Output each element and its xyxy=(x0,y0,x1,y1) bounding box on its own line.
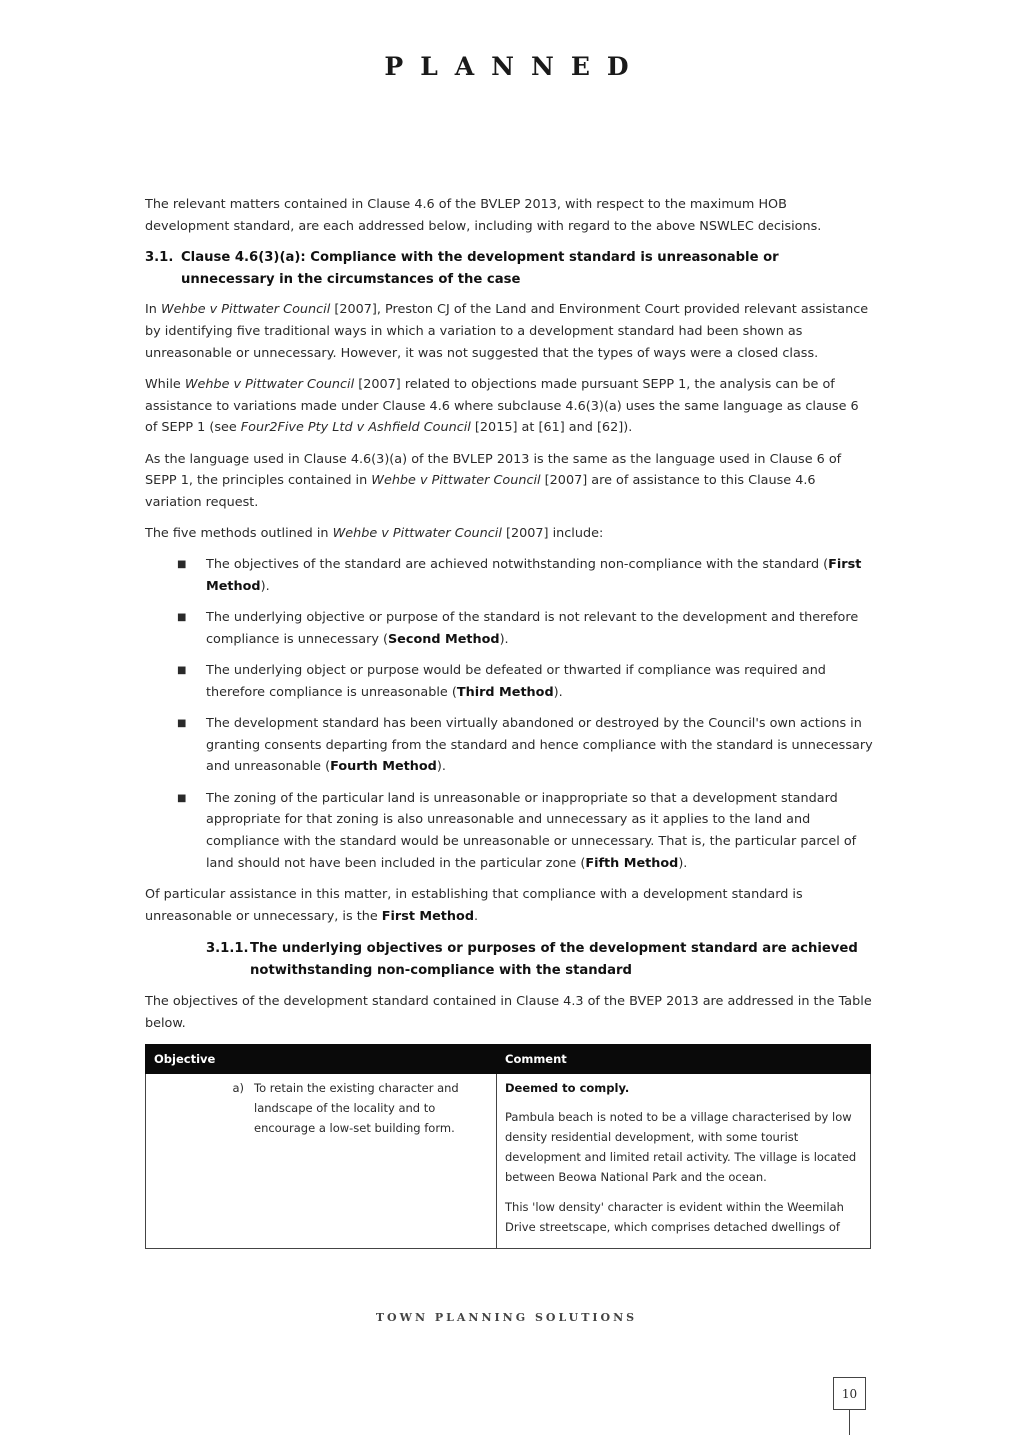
bullet-icon: ■ xyxy=(177,792,187,804)
subsection-heading xyxy=(206,938,875,981)
case-name: Wehbe v Pittwater Council xyxy=(332,526,502,542)
methods-list xyxy=(145,554,875,874)
paragraph-sepp: While Wehbe v Pittwater Council [2007] related to objections made pursuant SEPP 1, the analysis can be of assistance to variations made under Clause 4.6 where subclause 4.6(3)(a) uses the same language as clause 6 of SEPP 1 (see Four2Five Pty Ltd v Ashfield Council [2015] at [61] and [62]). xyxy=(145,376,859,436)
objective-cell xyxy=(146,1073,497,1249)
paragraph-methods-intro: The five methods outlined in Wehbe v Pittwater Council [2007] include: xyxy=(145,526,604,542)
subsection-number: 3.1.1. xyxy=(206,941,249,957)
list-item: ■ The underlying object or purpose would be defeated or thwarted if compliance was required and therefore compliance is unreasonable (Third Method). xyxy=(145,660,875,703)
case-name: Wehbe v Pittwater Council xyxy=(160,302,331,318)
paragraph-language: As the language used in Clause 4.6(3)(a) of the BVLEP 2013 is the same as the language used in Clause 6 of SEPP 1, the principles contained in Wehbe v Pittwater Council [2007] are of assistance to this Clause 4.6 variation request. xyxy=(145,451,842,510)
paragraph-first-method: Of particular assistance in this matter, in establishing that compliance with a development standard is unreasonable or unnecessary, is the First Method. xyxy=(145,886,803,924)
table-header-objective: Objective xyxy=(146,1044,497,1073)
section-title: Clause 4.6(3)(a): Compliance with the development standard is unreasonable or unnecessary in the circumstances of the case xyxy=(181,249,779,287)
paragraph-table-intro: The objectives of the development standard contained in Clause 4.3 of the BVEP 2013 are addressed in the Table below. xyxy=(145,993,872,1031)
bullet-icon: ■ xyxy=(177,718,187,730)
subsection-title: The underlying objectives or purposes of the development standard are achieved notwithstanding non-compliance with the standard xyxy=(250,941,858,979)
objective-text: To retain the existing character and landscape of the locality and to encourage a low-set building form. xyxy=(254,1080,459,1135)
section-heading xyxy=(145,247,875,290)
table-header-comment: Comment xyxy=(497,1044,871,1073)
list-item: ■ The development standard has been virtually abandoned or destroyed by the Council's own actions in granting consents departing from the standard and hence compliance with the standard is unnecessary and unreasonable (Fourth Method). xyxy=(145,713,875,778)
page-number: 10 xyxy=(833,1377,866,1410)
document-body xyxy=(145,194,875,1249)
list-item: ■ The zoning of the particular land is unreasonable or inappropriate so that a development standard appropriate for that zoning is also unreasonable and unnecessary as it applies to the land and compliance with the standard would be unreasonable or unnecessary. That is, the particular parcel of land should not have been included in the particular zone (Fifth Method). xyxy=(145,788,875,875)
bullet-icon: ■ xyxy=(177,612,187,624)
section-number: 3.1. xyxy=(145,249,174,265)
bullet-icon: ■ xyxy=(177,559,187,571)
objectives-table xyxy=(145,1044,871,1250)
list-item: ■ The objectives of the standard are achieved notwithstanding non-compliance with the standard (First Method). xyxy=(145,554,875,597)
table-row xyxy=(146,1073,871,1249)
case-name: Wehbe v Pittwater Council xyxy=(371,473,541,489)
brand-logo: PLANNED xyxy=(384,52,646,81)
case-name: Wehbe v Pittwater Council xyxy=(184,376,355,392)
case-name: Four2Five Pty Ltd v Ashfield Council xyxy=(240,420,471,436)
intro-paragraph: The relevant matters contained in Clause 4.6 of the BVLEP 2013, with respect to the maximum HOB development standard, are each addressed below, including with regard to the above NSWLEC decisions. xyxy=(145,197,822,234)
comment-heading: Deemed to comply. xyxy=(505,1080,630,1095)
list-item: ■ The underlying objective or purpose of the standard is not relevant to the development and therefore compliance is unnecessary (Second Method). xyxy=(145,607,875,650)
comment-cell xyxy=(497,1073,871,1249)
comment-paragraph: Pambula beach is noted to be a village characterised by low density residential development, with some tourist development and limited retail activity. The village is located between Beowa National Park and the ocean. xyxy=(505,1110,857,1185)
comment-paragraph: This 'low density' character is evident within the Weemilah Drive streetscape, which comprises detached dwellings of xyxy=(505,1199,844,1234)
page-number-line xyxy=(849,1410,850,1435)
bullet-icon: ■ xyxy=(177,665,187,677)
objective-label: a) xyxy=(232,1080,244,1095)
paragraph-wehbe-intro: In Wehbe v Pittwater Council [2007], Preston CJ of the Land and Environment Court provided relevant assistance by identifying five traditional ways in which a variation to a development standard had been shown as unreasonable or unnecessary. However, it was not suggested that the types of ways were a closed class. xyxy=(145,302,869,361)
footer-text: TOWN PLANNING SOLUTIONS xyxy=(375,1311,638,1324)
